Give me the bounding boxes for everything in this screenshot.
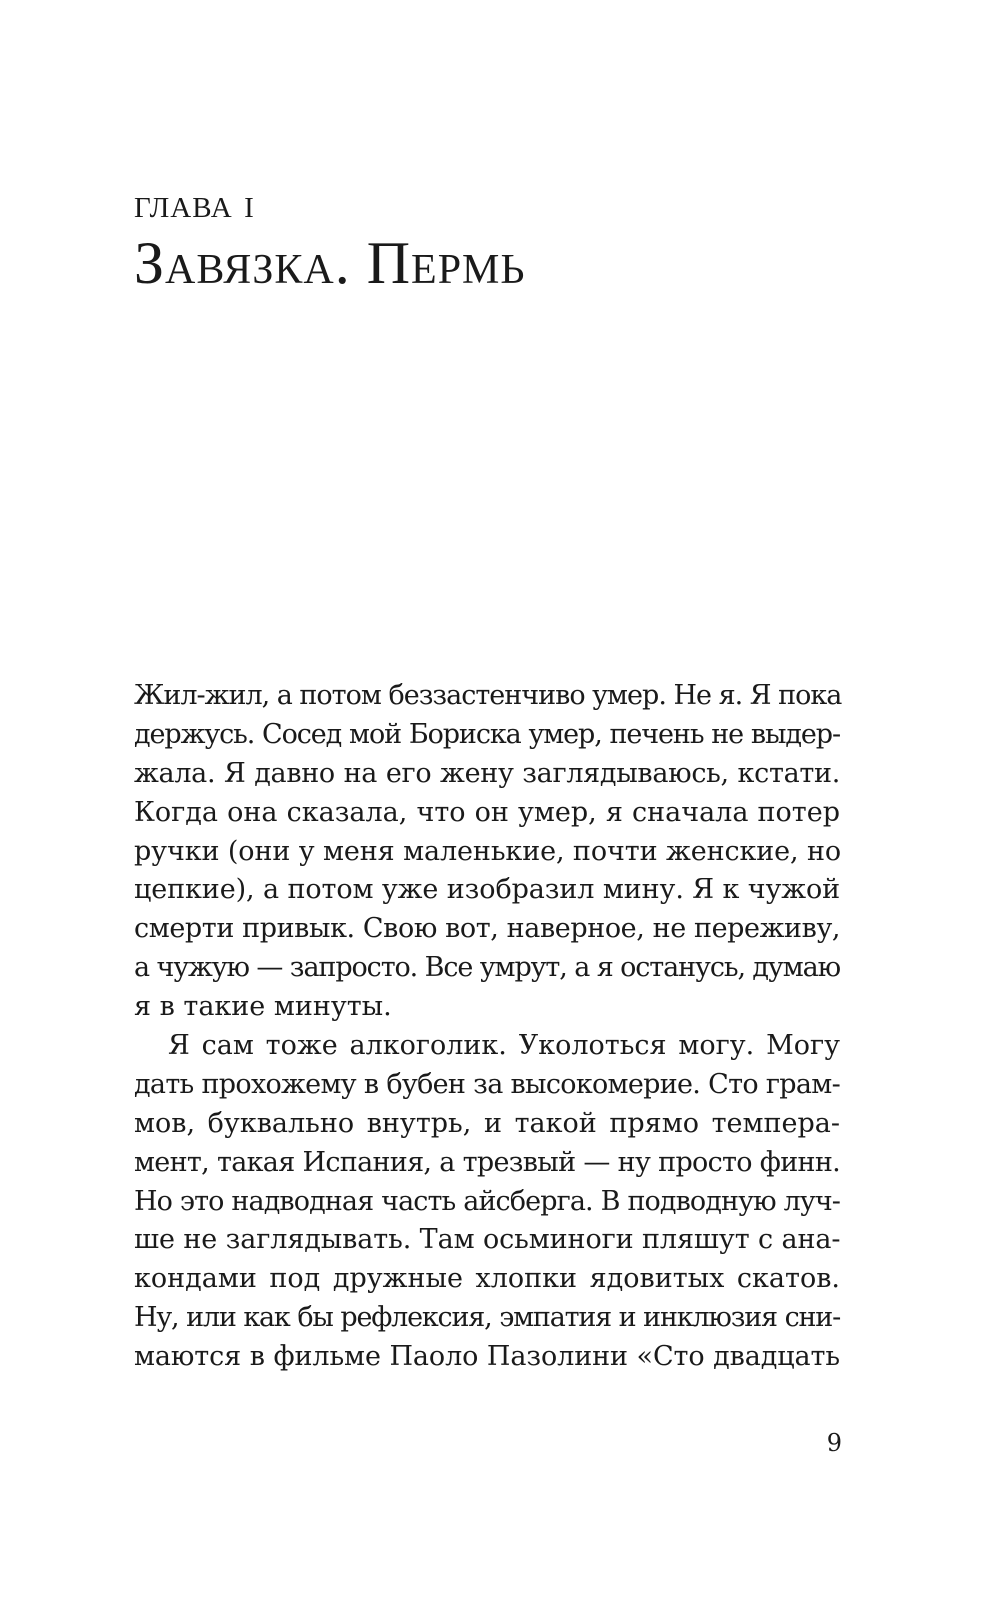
text-line: я в такие минуты. <box>134 991 392 1023</box>
page-number: 9 <box>826 1429 842 1457</box>
text-line: Жил-жил, а потом беззастенчиво умер. Не я. Я пока <box>134 680 842 711</box>
text-line: смерти привык. Свою вот, наверное, не переживу, <box>134 913 841 945</box>
text-line: маются в фильме Паоло Пазолини «Сто двадцать <box>134 1341 840 1373</box>
text-line: дать прохожему в бубен за высокомерие. Сто грам- <box>134 1068 840 1100</box>
text-line: Ну, или как бы рефлексия, эмпатия и инклюзия сни- <box>134 1302 840 1334</box>
text-line-first <box>134 1027 840 1066</box>
text-line: кондами под дружные хлопки ядовитых скатов. <box>134 1263 840 1295</box>
text-line: а чужую — запросто. Все умрут, а я останусь, думаю <box>134 952 841 984</box>
text-line: держусь. Сосед мой Бориска умер, печень не выдер- <box>134 718 840 750</box>
text-line: Я сам тоже алкоголик. Уколоться могу. Могу <box>168 1030 840 1062</box>
text-line: жала. Я давно на его жену заглядываюсь, кстати. <box>134 757 840 789</box>
text-line: мов, буквально внутрь, и такой прямо темпера- <box>134 1107 840 1139</box>
text-line: Но это надводная часть айсберга. В подводную луч- <box>134 1185 840 1217</box>
text-line: ручки (они у меня маленькие, почти женские, но <box>134 835 842 867</box>
body-text <box>134 677 840 1377</box>
text-line: ше не заглядывать. Там осьминоги пляшут с ана- <box>134 1224 841 1256</box>
text-line: мент, такая Испания, а трезвый — ну просто финн. <box>134 1146 840 1178</box>
chapter-title: Завязка. Пермь <box>134 230 526 296</box>
chapter-label: глава i <box>134 181 255 227</box>
text-line: цепкие), а потом уже изобразил мину. Я к чужой <box>134 874 841 906</box>
text-line: Когда она сказала, что он умер, я сначала потер <box>134 796 840 828</box>
